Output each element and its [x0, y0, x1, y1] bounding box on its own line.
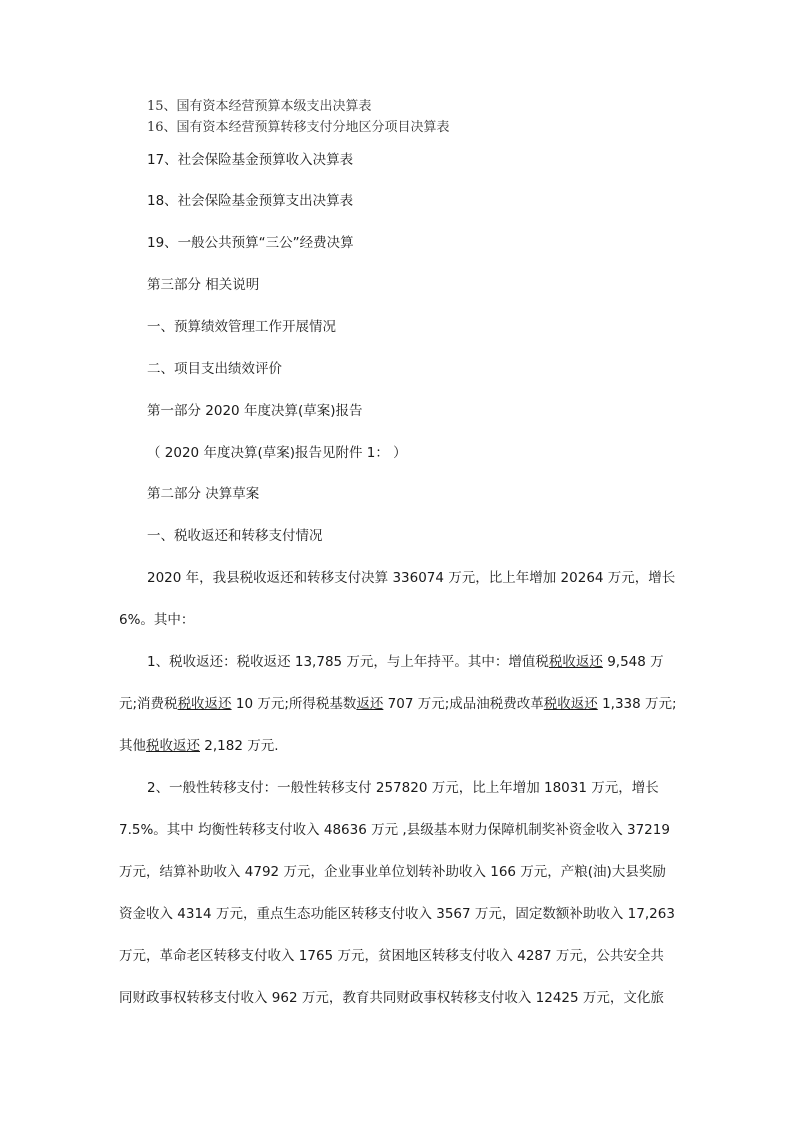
- tax-refund-line-2: [119, 695, 677, 713]
- text-span: 10 万元;所得税基数: [231, 696, 357, 712]
- heading-part2: 第二部分 决算草案: [147, 486, 260, 502]
- text-span: 707 万元;成品油税费改革: [383, 696, 544, 712]
- heading-part2-section-1: 一、税收返还和转移支付情况: [147, 528, 323, 544]
- underlined-text: 返还: [356, 696, 384, 712]
- overview-line-2: 6%。其中：: [119, 612, 195, 628]
- heading-part3: 第三部分 相关说明: [147, 277, 260, 293]
- overview-line-1: 2020 年，我县税收返还和转移支付决算 336074 万元，比上年增加 20264 万元，增长: [147, 570, 676, 586]
- transfer-line-4: 资金收入 4314 万元，重点生态功能区转移支付收入 3567 万元，固定数额补助收入 17,263: [119, 906, 675, 922]
- transfer-line-6: 同财政事权转移支付收入 962 万元，教育共同财政事权转移支付收入 12425 万元，文化旅: [119, 990, 664, 1006]
- underlined-text: 税收返还: [177, 696, 232, 712]
- transfer-line-2: 7.5%。其中 均衡性转移支付收入 48636 万元 ,县级基本财力保障机制奖补资金收入 37219: [119, 822, 670, 838]
- transfer-line-5: 万元，革命老区转移支付收入 1765 万元，贫困地区转移支付收入 4287 万元，公共安全共: [119, 948, 664, 964]
- underlined-text: 税收返还: [146, 738, 200, 754]
- heading-part1: 第一部分 2020 年度决算(草案)报告: [147, 403, 363, 419]
- heading-section-1: 一、预算绩效管理工作开展情况: [147, 319, 336, 335]
- tax-refund-line-1: [147, 653, 664, 671]
- toc-item-19: 19、一般公共预算“三公”经费决算: [147, 235, 354, 251]
- transfer-line-3: 万元，结算补助收入 4792 万元，企业事业单位划转补助收入 166 万元，产粮(油)大县奖励: [119, 864, 666, 880]
- toc-item-16: 16、国有资本经营预算转移支付分地区分项目决算表: [147, 120, 450, 135]
- heading-section-2: 二、项目支出绩效评价: [147, 361, 282, 377]
- underlined-text: 税收返还: [548, 654, 603, 670]
- text-span: 元;消费税: [119, 696, 178, 712]
- toc-item-17: 17、社会保险基金预算收入决算表: [147, 152, 354, 168]
- toc-item-15: 15、国有资本经营预算本级支出决算表: [147, 99, 372, 114]
- text-span: 9,548 万: [602, 654, 664, 670]
- transfer-line-1: 2、一般性转移支付：一般性转移支付 257820 万元，比上年增加 18031 万元，增长: [147, 780, 659, 796]
- tax-refund-line-3: [119, 737, 279, 755]
- part1-note: （ 2020 年度决算(草案)报告见附件 1： ）: [147, 445, 407, 461]
- text-span: 1,338 万元;: [597, 696, 677, 712]
- text-span: 2,182 万元.: [200, 738, 279, 754]
- underlined-text: 税收返还: [543, 696, 598, 712]
- text-span: 其他: [119, 738, 146, 754]
- toc-item-18: 18、社会保险基金预算支出决算表: [147, 193, 354, 209]
- text-span: 1、税收返还：税收返还 13,785 万元，与上年持平。其中：增值税: [147, 654, 549, 670]
